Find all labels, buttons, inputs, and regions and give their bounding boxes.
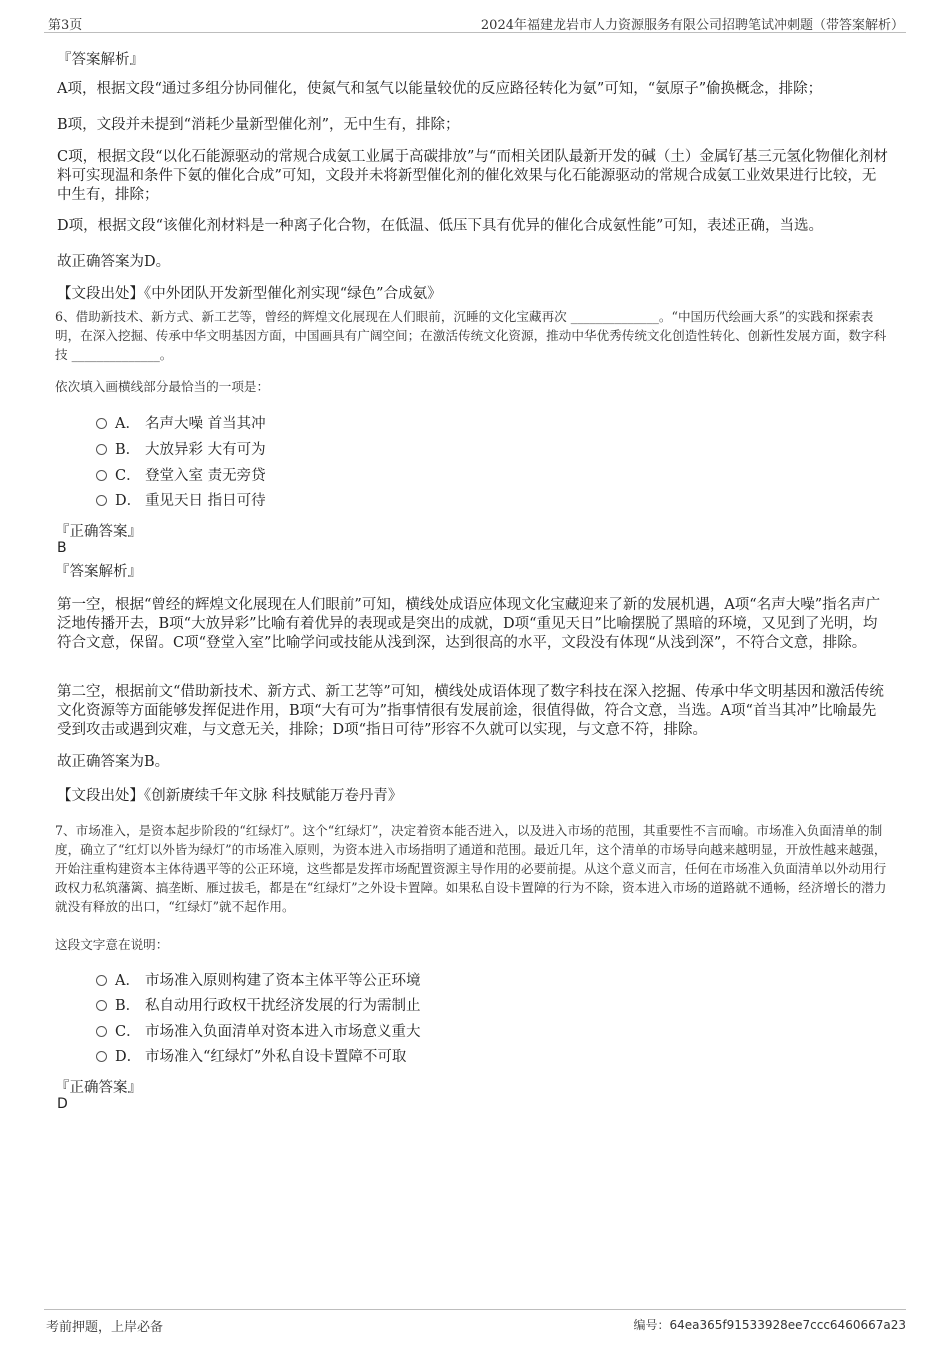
q7-stem: 7、市场准入，是资本起步阶段的“红绿灯”。这个“红绿灯”，决定着资本能否进入，以及进入市场的范围，其重要性不言而喻。市场准入负面清单的制度，确立了“红灯以外皆为绿灯”的市场准入原则，为资本进入市场指明了通道和范围。最近几年，这个清单的市场导向越来越明显，开放性越来越强，开始注重构建资本主体待遇平等的公正环境，这些都是发挥市场配置资源主导作用的必要前提。从这个意义而言，任何在市场准入负面清单以外动用行政权力私筑藩篱、搞垄断、雁过拔毛，都是在“红绿灯”之外设卡置障。如果私自设卡置障的行为不除，资本进入市场的道路就不通畅，经济增长的潜力就没有释放的出口，“红绿灯”就不起作用。 — [55, 823, 887, 914]
radio-icon[interactable] — [96, 1000, 107, 1011]
footer-slogan: 考前押题，上岸必备 — [46, 1320, 164, 1335]
option-text: 私自动用行政权干扰经济发展的行为需制止 — [145, 998, 421, 1014]
q7-answer: D — [57, 1096, 68, 1112]
q5-analysis-a: A项，根据文段“通过多组分协同催化，使氮气和氢气以能量较优的反应路径转化为氨”可知，“氨原子”偷换概念，排除； — [57, 81, 823, 97]
q6-answer: B — [57, 540, 67, 556]
radio-icon[interactable] — [96, 470, 107, 481]
option-letter: A． — [115, 973, 140, 989]
q7-option-d[interactable] — [96, 1047, 406, 1067]
q6-analysis-para2: 第二空，根据前文“借助新技术、新方式、新工艺等”可知，横线处成语体现了数字科技在深入挖掘、传承中华文明基因和激活传统文化资源等方面能够发挥促进作用，B项“大有可为”指事情很有发展前途，很值得做，符合文意，当选。A项“首当其冲”比喻最先受到攻击或遇到灾难，与文意无关，排除；D项“指日可待”形容不久就可以实现，与文意不符，排除。 — [57, 684, 884, 738]
q7-option-a[interactable] — [96, 971, 421, 991]
q5-source: 【文段出处】《中外团队开发新型催化剂实现“绿色”合成氨》 — [57, 286, 442, 302]
q5-analysis-b: B项，文段并未提到“消耗少量新型催化剂”，无中生有，排除； — [57, 117, 460, 133]
option-letter: C． — [115, 468, 141, 484]
q6-correct-label: 『正确答案』 — [55, 524, 142, 540]
document-title: 2024年福建龙岩市人力资源服务有限公司招聘笔试冲刺题（带答案解析） — [480, 18, 904, 33]
page-header — [44, 10, 906, 33]
q7-option-b[interactable] — [96, 996, 421, 1016]
option-letter: D． — [115, 1049, 142, 1065]
radio-icon[interactable] — [96, 495, 107, 506]
option-letter: A． — [115, 416, 140, 432]
option-text: 名声大噪 首当其冲 — [145, 416, 266, 432]
footer-serial: 编号：64ea365f91533928ee7ccc6460667a23 — [633, 1318, 906, 1332]
q6-option-b[interactable] — [96, 440, 266, 460]
q5-analysis-label: 『答案解析』 — [57, 52, 144, 68]
q6-option-d[interactable] — [96, 491, 266, 511]
q5-analysis-d: D项，根据文段“该催化剂材料是一种离子化合物，在低温、低压下具有优异的催化合成氨性能”可知，表述正确，当选。 — [57, 218, 823, 234]
q7-prompt: 这段文字意在说明： — [55, 937, 169, 952]
option-text: 大放异彩 大有可为 — [145, 442, 266, 458]
radio-icon[interactable] — [96, 1026, 107, 1037]
q6-prompt: 依次填入画横线部分最恰当的一项是： — [55, 379, 270, 394]
q7-option-c[interactable] — [96, 1022, 421, 1042]
q5-conclusion: 故正确答案为D。 — [57, 254, 171, 270]
option-letter: D． — [115, 493, 142, 509]
option-letter: B． — [115, 998, 141, 1014]
option-letter: C． — [115, 1024, 141, 1040]
option-letter: B． — [115, 442, 141, 458]
option-text: 市场准入原则构建了资本主体平等公正环境 — [145, 973, 421, 989]
q5-analysis-c: C项，根据文段“以化石能源驱动的常规合成氨工业属于高碳排放”与“而相关团队最新开发的碱（土）金属钌基三元氢化物催化剂材料可实现温和条件下氨的催化合成”可知，文段并未将新型催化剂的催化效果与化石能源驱动的常规合成氨工业效果进行比较，无中生有，排除； — [57, 149, 888, 203]
radio-icon[interactable] — [96, 975, 107, 986]
q6-option-c[interactable] — [96, 466, 266, 486]
q6-conclusion: 故正确答案为B。 — [57, 754, 170, 770]
option-text: 重见天日 指日可待 — [145, 493, 266, 509]
q6-analysis-para1: 第一空，根据“曾经的辉煌文化展现在人们眼前”可知，横线处成语应体现文化宝藏迎来了新的发展机遇，A项“名声大噪”指名声广泛地传播开去，B项“大放异彩”比喻有着优异的表现或是突出的成就，D项“重见天日”比喻摆脱了黑暗的环境，又见到了光明，均符合文意，保留。C项“登堂入室”比喻学问或技能从浅到深，达到很高的水平，文段没有体现“从浅到深”，不符合文意，排除。 — [57, 597, 881, 651]
page-number: 第3页 — [48, 18, 83, 33]
option-text: 登堂入室 责无旁贷 — [145, 468, 266, 484]
q6-source: 【文段出处】《创新赓续千年文脉 科技赋能万卷丹青》 — [57, 788, 403, 804]
radio-icon[interactable] — [96, 444, 107, 455]
q7-correct-label: 『正确答案』 — [55, 1080, 142, 1096]
q6-option-a[interactable] — [96, 414, 266, 434]
q6-analysis-label: 『答案解析』 — [55, 564, 142, 580]
radio-icon[interactable] — [96, 418, 107, 429]
option-text: 市场准入负面清单对资本进入市场意义重大 — [145, 1024, 421, 1040]
q6-stem: 6、借助新技术、新方式、新工艺等，曾经的辉煌文化展现在人们眼前，沉睡的文化宝藏再次 ______________。“中国历代绘画大系”的实践和探索表明，在深入挖掘、传承中华文明基因方面，中国画具有广阔空间；在激活传统文化资源，推动中华优秀传统文化创造性转化、创新性发展方面，数字科技 ______________。 — [55, 309, 887, 362]
radio-icon[interactable] — [96, 1051, 107, 1062]
page-footer — [44, 1309, 906, 1340]
option-text: 市场准入“红绿灯”外私自设卡置障不可取 — [145, 1049, 407, 1065]
